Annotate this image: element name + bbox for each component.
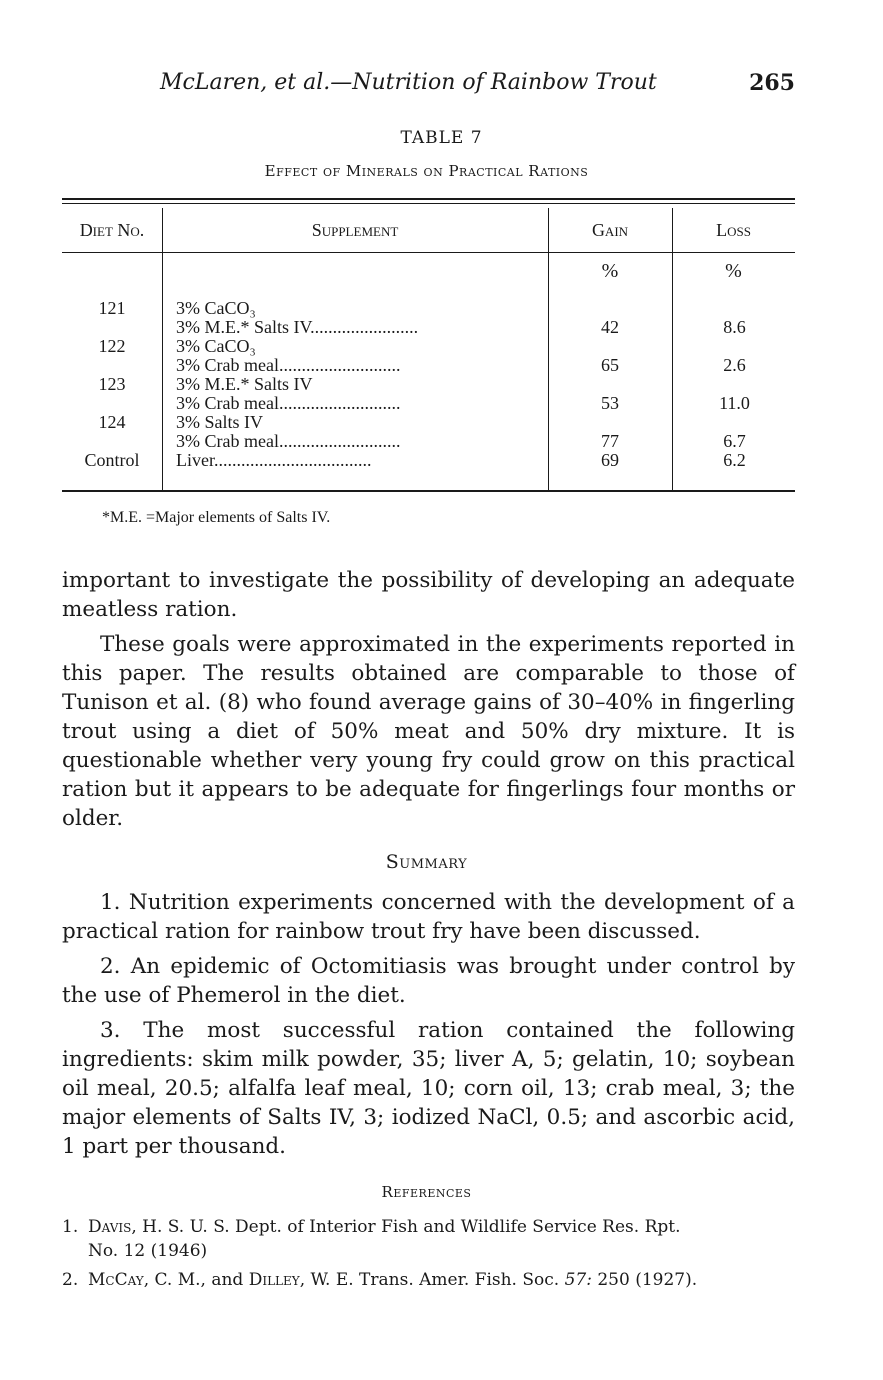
cell-diet: 124 xyxy=(98,412,126,432)
reference-author: Dilley, W. E. xyxy=(248,1270,354,1290)
header-loss: Loss xyxy=(716,220,751,240)
table-row xyxy=(62,413,795,432)
cell-diet: Control xyxy=(84,450,140,470)
cell-diet: 123 xyxy=(98,374,126,394)
cell-gain: 42 xyxy=(601,317,619,337)
table-footnote: *M.E. =Major elements of Salts IV. xyxy=(102,509,331,526)
table-row xyxy=(62,394,795,413)
table-bottom-rule xyxy=(62,490,795,492)
cell-supplement: Liver................................... xyxy=(176,451,372,470)
header-gain: Gain xyxy=(591,220,629,240)
reference-text: 250 (1927). xyxy=(591,1270,698,1290)
summary-item: 2. An epidemic of Octomitiasis was brought under control by the use of Phemerol in the diet. xyxy=(62,954,795,1008)
reference-author: Davis, H. S. xyxy=(88,1217,185,1237)
table-caption: Effect of Minerals on Practical Rations xyxy=(264,162,589,180)
cell-gain: 53 xyxy=(601,393,619,413)
table-number: TABLE 7 xyxy=(400,128,483,148)
summary-item: 1. Nutrition experiments concerned with the development of a practical ration for rainbow trout fry have been discussed. xyxy=(62,890,795,944)
table-row xyxy=(62,318,795,337)
table-top-rule xyxy=(62,198,795,200)
summary-list xyxy=(62,888,795,1161)
summary-heading: Summary xyxy=(385,851,468,873)
paragraph: important to investigate the possibility of developing an adequate meatless ration. xyxy=(62,568,795,622)
paragraph: These goals were approximated in the experiments reported in this paper. The results obtained are comparable to those of Tunison et al. (8) who found average gains of 30–40% in fingerling trout using a diet of 50% meat and 50% dry mixture. It is questionable whether very young fry could grow on this practical ration but it appears to be adequate for fingerlings four months or older. xyxy=(62,632,795,831)
page-number: 265 xyxy=(749,70,795,96)
table-header-rule xyxy=(62,252,795,253)
reference-item xyxy=(62,1215,795,1263)
running-head-title: McLaren, et al.—Nutrition of Rainbow Trout xyxy=(160,70,657,95)
cell-supplement: 3% Crab meal........................... xyxy=(176,432,401,451)
reference-author: McCay, C. M., xyxy=(88,1270,206,1290)
gain-unit: % xyxy=(601,260,619,282)
minerals-table xyxy=(62,198,795,494)
table-row xyxy=(62,356,795,375)
cell-loss: 6.7 xyxy=(723,431,746,451)
reference-number: 1. xyxy=(62,1217,79,1237)
table-row xyxy=(62,432,795,451)
cell-gain: 77 xyxy=(601,431,619,451)
cell-supplement: 3% CaCO₃ xyxy=(176,337,256,356)
reference-item xyxy=(62,1268,795,1292)
reference-continuation: No. 12 (1946) xyxy=(88,1241,208,1261)
reference-text: and xyxy=(205,1270,249,1290)
body-text xyxy=(62,566,795,833)
loss-unit: % xyxy=(725,260,742,282)
cell-loss: 8.6 xyxy=(723,317,746,337)
cell-supplement: 3% M.E.* Salts IV........................ xyxy=(176,318,419,337)
cell-supplement: 3% Crab meal........................... xyxy=(176,394,401,413)
cell-diet: 121 xyxy=(98,298,126,318)
references-heading: References xyxy=(381,1183,472,1201)
cell-supplement: 3% Salts IV xyxy=(176,413,263,432)
reference-text: U. S. Dept. of Interior Fish and Wildlife Service Res. Rpt. xyxy=(184,1217,681,1237)
table-top-rule-2 xyxy=(62,203,795,204)
cell-supplement: 3% Crab meal........................... xyxy=(176,356,401,375)
cell-loss: 11.0 xyxy=(719,393,750,413)
summary-item: 3. The most successful ration contained the following ingredients: skim milk powder, 35; liver A, 5; gelatin, 10; soybean oil meal, 20.5; alfalfa leaf meal, 10; corn oil, 13; crab meal, 3; the major elements of Salts IV, 3; iodized NaCl, 0.5; and ascorbic acid, 1 part per thousand. xyxy=(62,1018,795,1159)
table-row xyxy=(62,375,795,394)
cell-diet: 122 xyxy=(98,336,126,356)
table-row xyxy=(62,299,795,318)
cell-supplement: 3% CaCO₃ xyxy=(176,299,256,318)
cell-gain: 69 xyxy=(601,450,619,470)
cell-loss: 6.2 xyxy=(723,450,746,470)
cell-loss: 2.6 xyxy=(723,355,746,375)
cell-supplement: 3% M.E.* Salts IV xyxy=(176,375,313,394)
table-row xyxy=(62,337,795,356)
reference-volume: 57: xyxy=(564,1270,592,1290)
cell-gain: 65 xyxy=(601,355,619,375)
reference-text: Trans. Amer. Fish. Soc. xyxy=(353,1270,565,1290)
header-diet: Diet No. xyxy=(79,220,145,240)
table-row xyxy=(62,451,795,470)
running-head xyxy=(160,70,795,100)
reference-number: 2. xyxy=(62,1270,79,1290)
header-supplement: Supplement xyxy=(311,220,399,240)
